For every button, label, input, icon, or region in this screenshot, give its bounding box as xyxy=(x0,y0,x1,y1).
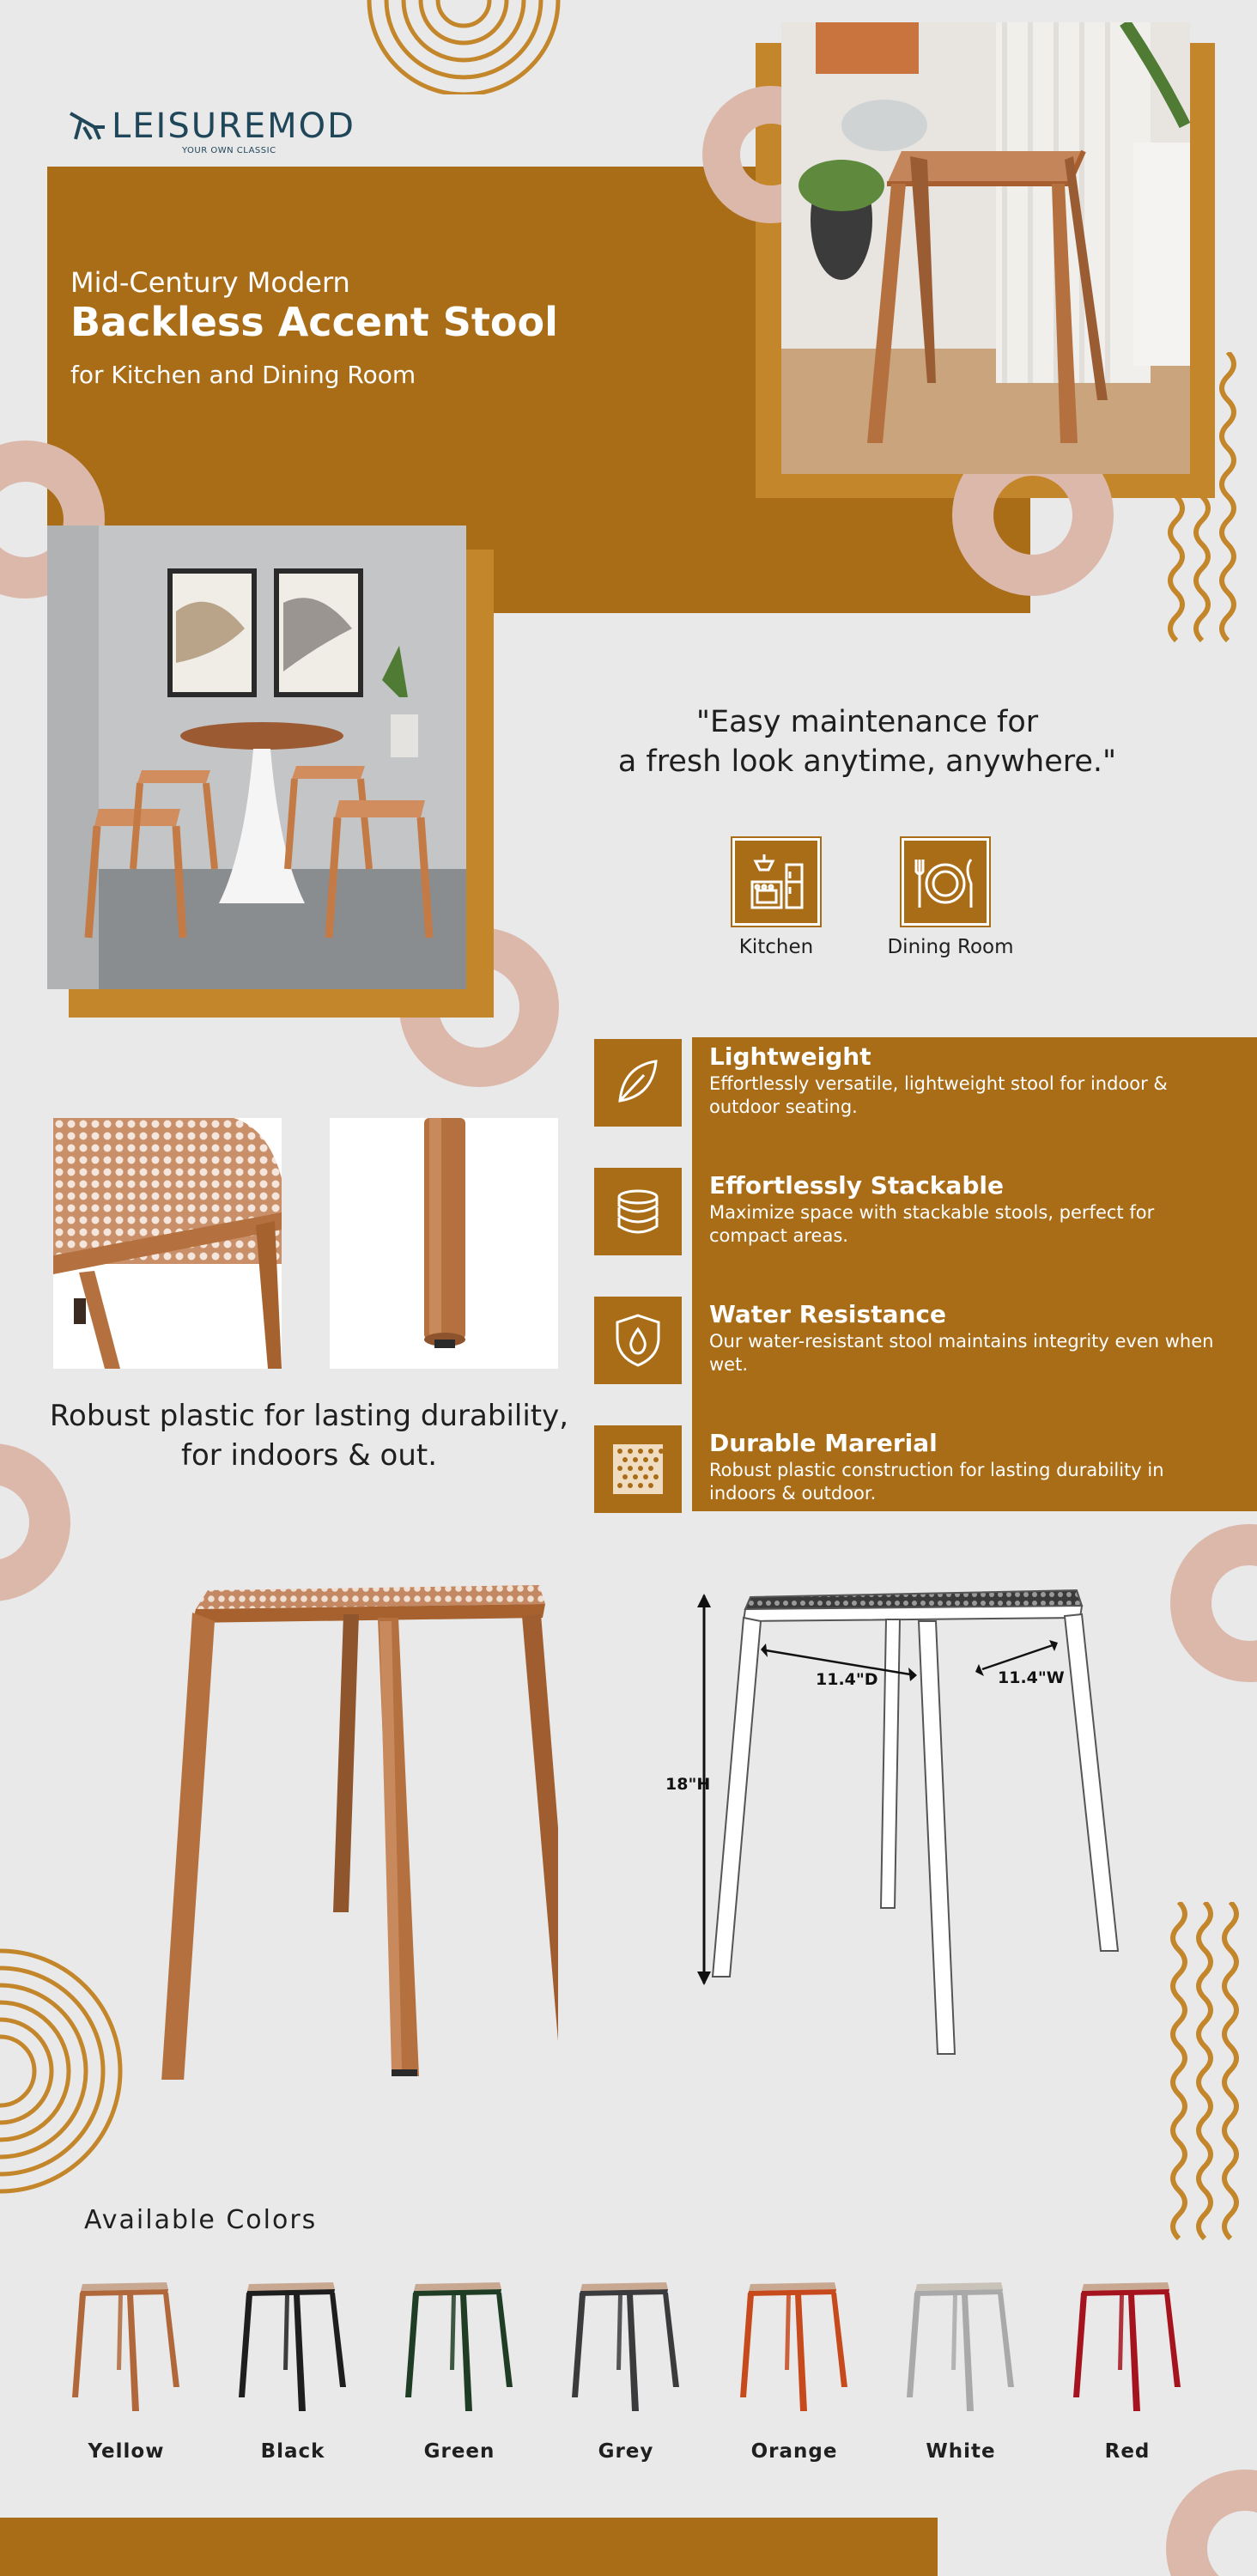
feature-desc-lightweight: Effortlessly versatile, lightweight stool for indoor & outdoor seating. xyxy=(709,1073,1168,1117)
color-label-grey: Grey xyxy=(598,2440,654,2463)
quote-line-1: "Easy maintenance for xyxy=(695,705,1039,739)
color-swatch-yellow[interactable] xyxy=(70,2277,182,2415)
dining-room-label: Dining Room xyxy=(887,936,1014,958)
hero-subtitle: Mid-Century Modern xyxy=(70,266,350,299)
robust-line-2: for indoors & out. xyxy=(180,1438,438,1473)
robust-line-1: Robust plastic for lasting durability, xyxy=(49,1399,569,1433)
feature-title-stackable: Effortlessly Stackable xyxy=(709,1171,1004,1200)
stack-icon xyxy=(594,1168,682,1255)
hero-stool-photo xyxy=(781,22,1190,474)
dimension-height: 18"H xyxy=(665,1775,711,1794)
color-label-orange: Orange xyxy=(750,2440,838,2463)
color-swatch-orange[interactable] xyxy=(738,2277,850,2415)
kitchen-label: Kitchen xyxy=(738,936,814,958)
stool-leg-detail-photo xyxy=(330,1118,558,1369)
features-divider xyxy=(687,1037,692,1511)
dimension-width: 11.4"W xyxy=(998,1668,1065,1687)
quote-line-2: a fresh look anytime, anywhere." xyxy=(617,744,1117,779)
feature-title-lightweight: Lightweight xyxy=(709,1042,871,1071)
feature-desc-durable-material: Robust plastic construction for lasting durability in indoors & outdoor. xyxy=(709,1460,1164,1504)
decor-concentric-arcs-left xyxy=(0,1942,129,2200)
decor-ring xyxy=(1168,1522,1257,1685)
mesh-pattern-icon xyxy=(594,1425,682,1513)
footer-bar xyxy=(0,2518,938,2576)
feature-title-durable-material: Durable Marerial xyxy=(709,1429,938,1457)
decor-concentric-arcs-top xyxy=(361,0,567,94)
hero-tagline: for Kitchen and Dining Room xyxy=(70,361,416,389)
brand-name: LEISUREMOD xyxy=(112,106,355,146)
water-drop-shield-icon xyxy=(594,1297,682,1384)
feature-title-water-resistance: Water Resistance xyxy=(709,1300,946,1328)
decor-ring xyxy=(1159,2463,1257,2576)
available-colors-title: Available Colors xyxy=(84,2205,318,2235)
color-swatch-red[interactable] xyxy=(1072,2277,1183,2415)
color-label-black: Black xyxy=(260,2440,325,2463)
stool-dimension-drawing xyxy=(661,1564,1142,2063)
decor-wavy-lines xyxy=(1166,1902,1252,2245)
feather-icon xyxy=(594,1039,682,1127)
color-swatch-black[interactable] xyxy=(237,2277,349,2415)
color-swatch-green[interactable] xyxy=(404,2277,515,2415)
brand-logo xyxy=(69,101,378,161)
dining-room-photo xyxy=(47,526,466,989)
color-swatch-white[interactable] xyxy=(905,2277,1017,2415)
robust-caption xyxy=(34,1396,584,1475)
logo-chair-icon xyxy=(69,110,106,141)
color-label-green: Green xyxy=(423,2440,495,2463)
seat-mesh-detail-photo xyxy=(53,1118,282,1369)
hero-title: Backless Accent Stool xyxy=(70,299,558,345)
dimension-depth: 11.4"D xyxy=(816,1670,878,1689)
dining-room-icon xyxy=(902,838,989,926)
stool-product-image xyxy=(155,1573,558,2080)
brand-tagline: YOUR OWN CLASSIC xyxy=(182,146,276,155)
color-label-yellow: Yellow xyxy=(88,2440,165,2463)
color-label-white: White xyxy=(926,2440,996,2463)
color-label-red: Red xyxy=(1104,2440,1151,2463)
color-swatch-grey[interactable] xyxy=(570,2277,682,2415)
kitchen-icon xyxy=(732,838,820,926)
feature-desc-water-resistance: Our water-resistant stool maintains integrity even when wet. xyxy=(709,1331,1214,1375)
feature-desc-stackable: Maximize space with stackable stools, perfect for compact areas. xyxy=(709,1202,1155,1246)
quote-text xyxy=(601,702,1133,781)
